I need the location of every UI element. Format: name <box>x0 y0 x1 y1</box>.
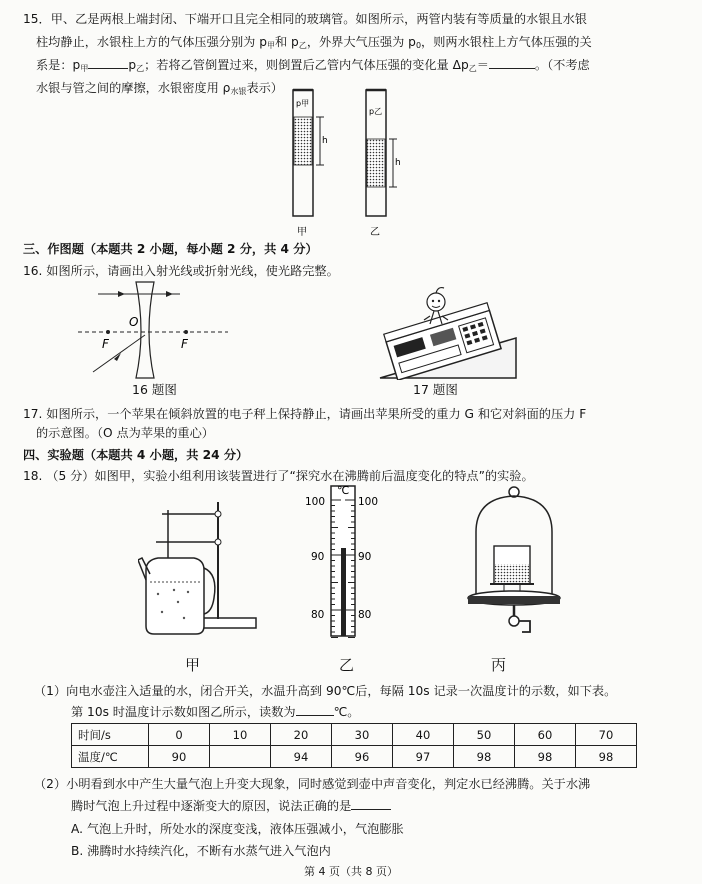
q15-line-2: 柱均静止，水银柱上方的气体压强分别为 $p_甲$和 $p_乙$，外界大气压强为 $p_0$，则两水银柱上方气体压强的关 <box>36 35 592 50</box>
q16-text: 16. 如图所示，请画出入射光线或折射光线，使光路完整。 <box>23 264 339 278</box>
mercury-column <box>341 548 346 636</box>
q17-caption: 17 题图 <box>413 382 458 397</box>
kettle-handle <box>204 568 215 614</box>
q18-part2-line-1: （2）小明看到水中产生大量气泡上升变大现象，同时感觉到壶中声音变化，判定水已经沸腾。关于水沸 <box>34 777 591 791</box>
row-label-temp: 温度/℃ <box>72 746 149 768</box>
q18-fig-yi-thermometer <box>303 478 383 640</box>
h-label-jia: h <box>322 136 328 146</box>
q18-part1-line-2: 第 10s 时温度计示数如图乙所示，读数为 ℃。 <box>71 705 360 719</box>
temp-cell: 96 <box>332 746 393 768</box>
tick-80-left: 80 <box>311 609 325 621</box>
q18-reading-blank[interactable] <box>296 715 334 716</box>
tick-80-right: 80 <box>358 609 372 621</box>
q16-lens-figure <box>78 280 238 380</box>
concave-lens <box>136 282 154 378</box>
focus-label-right: F <box>181 337 188 351</box>
q18-fig-bing-belljar <box>464 484 564 644</box>
table-row-time <box>72 724 637 746</box>
tick-100-left: 100 <box>305 496 326 508</box>
tick-90-right: 90 <box>358 551 372 563</box>
tube-jia <box>293 90 328 216</box>
incident-ray-bottom <box>93 335 145 372</box>
q18-fig-jia-apparatus <box>138 498 258 638</box>
time-cell: 20 <box>271 724 332 746</box>
q15-line-1: 15．甲、乙是两根上端封闭、下端开口且完全相同的玻璃管。如图所示，两管内装有等质量的水银且水银 <box>23 12 587 26</box>
tube-yi <box>366 90 401 216</box>
focus-label-left: F <box>102 337 109 351</box>
page-footer: 第 4 页（共 8 页） <box>304 865 398 878</box>
time-cell: 60 <box>515 724 576 746</box>
q18-part2-line-2: 腾时气泡上升过程中逐渐变大的原因，说法正确的是 <box>71 797 391 815</box>
time-cell: 70 <box>576 724 637 746</box>
section-4-heading: 四、实验题（本题共 4 小题，共 24 分） <box>23 448 249 462</box>
q18-data-table <box>71 723 637 768</box>
h-label-yi: h <box>395 158 401 168</box>
q17-scale-figure <box>378 276 518 380</box>
q18-caption-jia: 甲 <box>185 656 201 674</box>
q15-line-4: 水银与管之间的摩擦，水银密度用 $\rho_{水银}$表示） <box>36 81 283 96</box>
time-cell: 0 <box>149 724 210 746</box>
table-row-temp <box>72 746 637 768</box>
tick-100-right: 100 <box>358 496 379 508</box>
time-cell: 10 <box>210 724 271 746</box>
q17-line-1: 17. 如图所示，一个苹果在倾斜放置的电子秤上保持静止，请画出苹果所受的重力 G 和它对斜面的压力 F <box>23 407 587 421</box>
temp-cell: 94 <box>271 746 332 768</box>
q15-line-3: 系是：$p_甲$ $p_乙$；若将乙管倒置过来，则倒置后乙管内气体压强的变化量 $\Delta p_乙=$ 。（不考虑 <box>36 58 590 73</box>
q17-line-2: 的示意图。（O 点为苹果的重心） <box>36 426 214 440</box>
row-label-time: 时间/s <box>72 724 149 746</box>
unit-label: ℃ <box>337 484 350 497</box>
caption-yi: 乙 <box>370 227 380 238</box>
q18-part1-line-1: （1）向电水壶注入适量的水，闭合开关，水温升高到 90℃后，每隔 10s 记录一次温度计的示数，如下表。 <box>34 684 617 698</box>
q18-caption-bing: 丙 <box>491 656 507 674</box>
q18-intro: 18. （5 分）如图甲，实验小组利用该装置进行了“探究水在沸腾前后温度变化的特点”的实验。 <box>23 469 534 483</box>
temp-cell-blank[interactable] <box>210 746 271 768</box>
temp-cell: 98 <box>576 746 637 768</box>
q15-tubes-figure <box>270 88 420 238</box>
section-3-heading: 三、作图题（本题共 2 小题，每小题 2 分，共 4 分） <box>23 242 318 256</box>
stand-base <box>202 618 256 628</box>
tick-90-left: 90 <box>311 551 325 563</box>
caption-jia: 甲 <box>297 227 307 238</box>
q18-choice-blank[interactable] <box>351 809 391 810</box>
q15-answer-blank-1[interactable] <box>88 68 128 69</box>
q18-caption-yi: 乙 <box>339 656 355 674</box>
temp-cell: 98 <box>454 746 515 768</box>
temp-cell: 90 <box>149 746 210 768</box>
time-cell: 30 <box>332 724 393 746</box>
q18-option-a: A. 气泡上升时，所处水的深度变浅，液体压强减小，气泡膨胀 <box>71 822 404 836</box>
kettle-body <box>146 558 204 634</box>
optical-center-label: O <box>129 315 139 329</box>
q15-answer-blank-2[interactable] <box>489 68 535 69</box>
q16-caption: 16 题图 <box>132 382 177 397</box>
p-jia-label: p甲 <box>296 99 310 108</box>
time-cell: 40 <box>393 724 454 746</box>
temp-cell: 97 <box>393 746 454 768</box>
p-yi-label: p乙 <box>369 107 383 116</box>
temp-cell: 98 <box>515 746 576 768</box>
q18-option-b: B. 沸腾时水持续汽化，不断有水蒸气进入气泡内 <box>71 844 331 858</box>
time-cell: 50 <box>454 724 515 746</box>
